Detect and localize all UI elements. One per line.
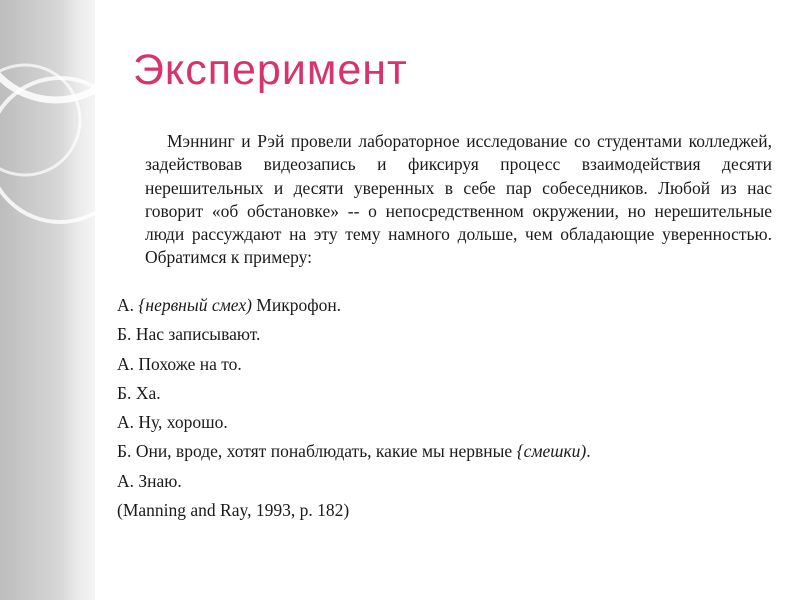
dialogue-text: Знаю. [138, 470, 182, 491]
speaker-label: А. [117, 353, 139, 374]
speaker-label: Б. [117, 382, 136, 403]
dialogue-text: Похоже на то. [138, 353, 242, 374]
dialogue-text: Ну, хорошо. [138, 412, 228, 433]
dialogue-line [117, 350, 777, 379]
dialogue-tail: . [586, 441, 591, 462]
intro-paragraph: Мэннинг и Рэй провели лабораторное исследование со студентами колледжей, задействовав видеозапись и фиксируя процесс взаимодействия десяти нерешительных и десяти уверенных в себе пар собеседников. Любой из нас говорит «об обстановке» -- о непосредственном окружении, но нерешительные люди рассуждают на эту тему намного дольше, чем обладающие уверенностью. Обратимся к примеру: [145, 131, 772, 268]
speaker-label: Б. [117, 441, 136, 462]
dialogue-line [117, 437, 777, 466]
dialogue-text: Ха. [135, 382, 161, 403]
dialogue-line [117, 291, 777, 320]
dialogue-block [117, 291, 777, 525]
speaker-label: А. [117, 295, 139, 315]
stage-direction: {нервный смех) [138, 295, 252, 315]
citation: (Manning and Ray, 1993, p. 182) [117, 500, 350, 521]
dialogue-text: Они, вроде, хотят понаблюдать, какие мы нервные [135, 441, 517, 462]
speaker-label: Б. [117, 324, 136, 345]
slide-title: Эксперимент [133, 46, 408, 94]
dialogue-line [117, 467, 777, 496]
dialogue-text: Микрофон. [251, 295, 342, 315]
stage-direction: {смешки) [516, 441, 587, 462]
speaker-label: А. [117, 412, 139, 433]
dialogue-line [117, 408, 777, 437]
dialogue-line [117, 379, 777, 408]
dialogue-line [117, 320, 777, 349]
speaker-label: А. [117, 470, 139, 491]
dialogue-text: Нас записывают. [135, 324, 261, 345]
